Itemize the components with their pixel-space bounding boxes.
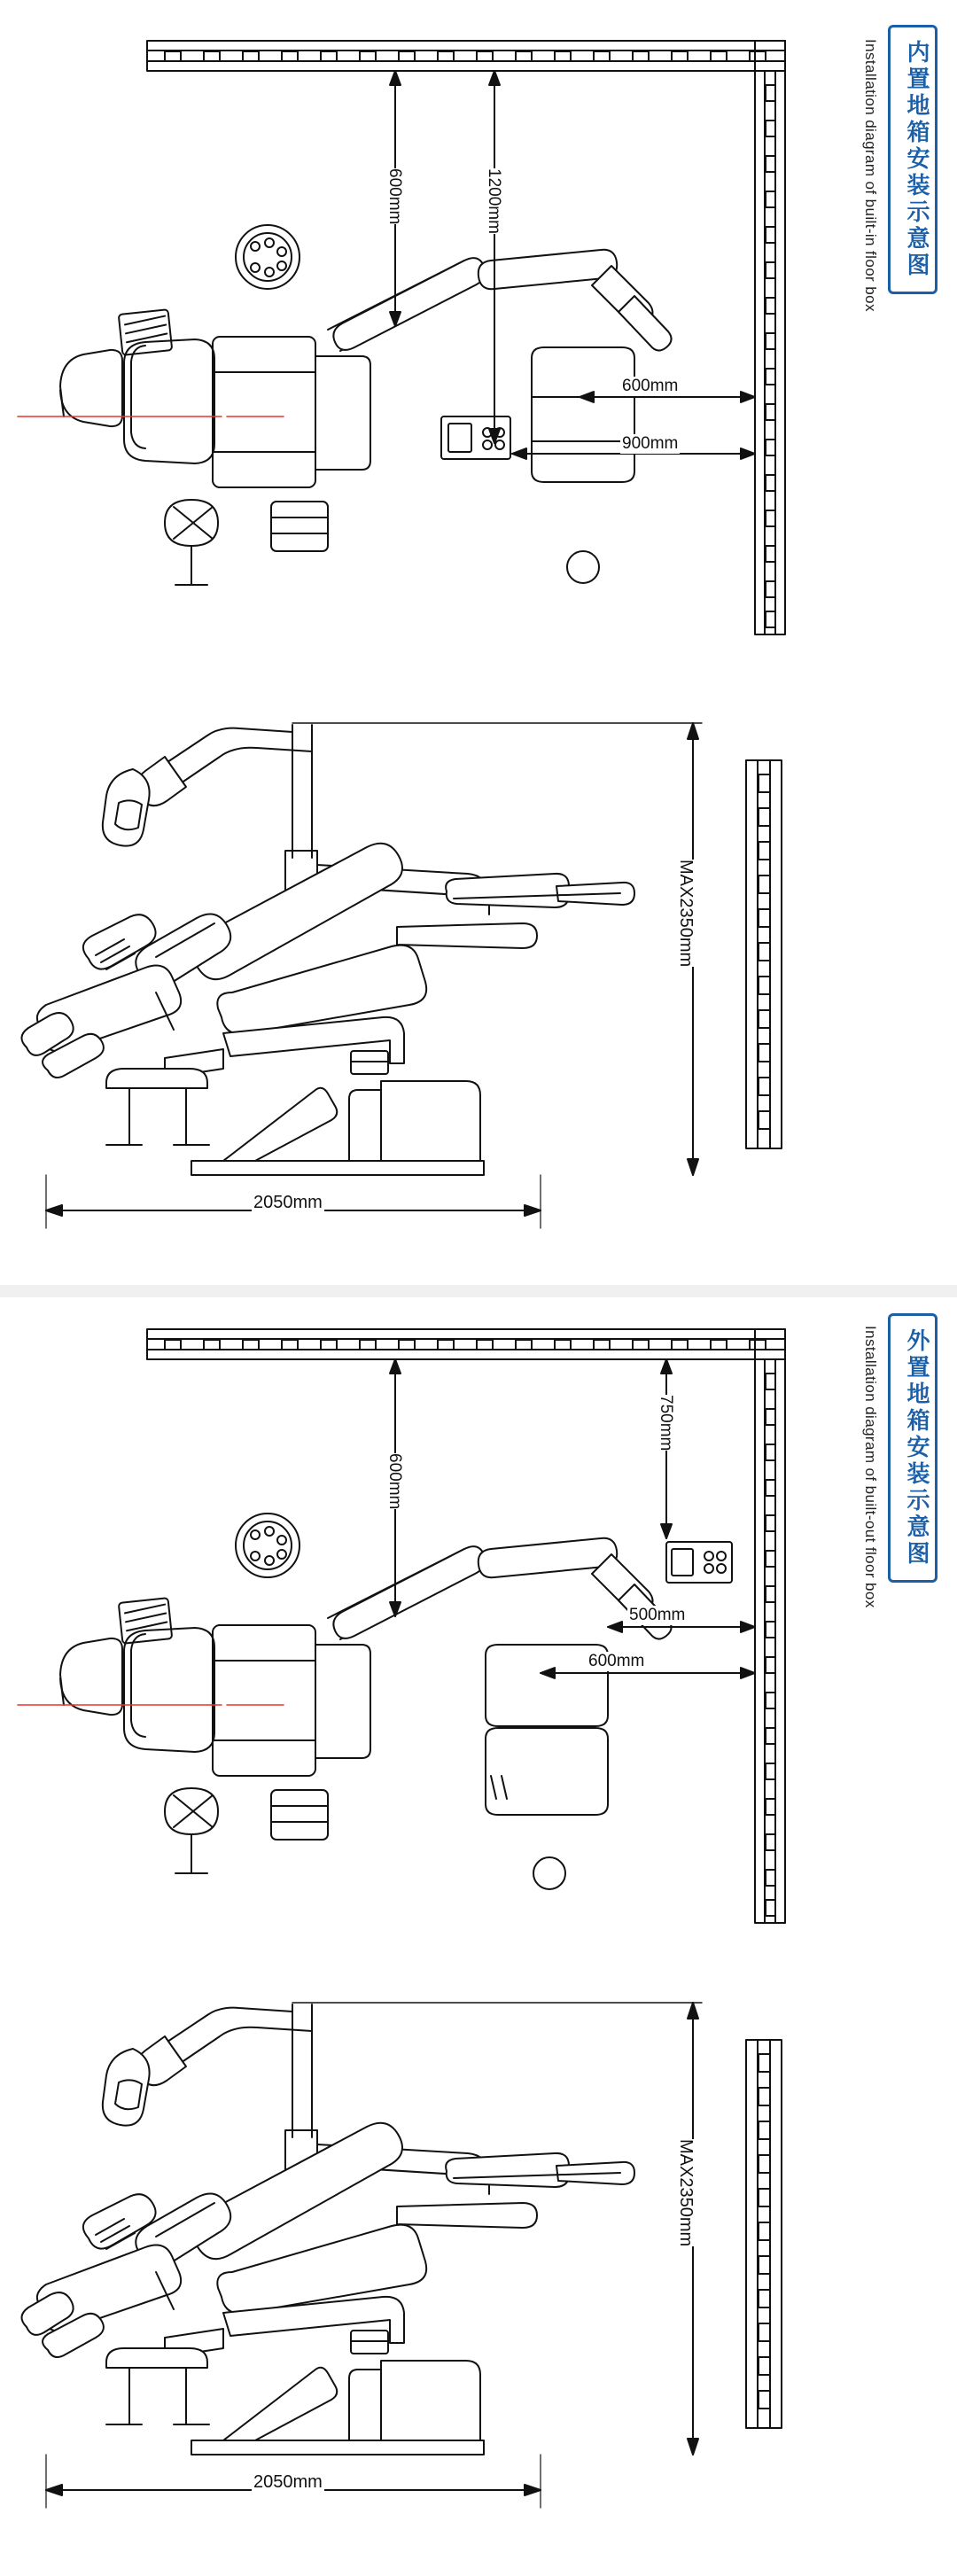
wall-right bbox=[755, 1329, 785, 1923]
side-view-built-in bbox=[0, 700, 957, 1285]
dim-label-total-length: 2050mm bbox=[253, 1193, 323, 1212]
wall-right bbox=[755, 41, 785, 634]
badge-built-in-en: Installation diagram of built-in floor box bbox=[862, 39, 879, 312]
dim-label-600-horizontal: 600mm bbox=[588, 1652, 645, 1670]
badge-built-out-en: Installation diagram of built-out floor box bbox=[862, 1326, 879, 1608]
side-view-built-out-drawing bbox=[0, 1980, 957, 2564]
wall-column bbox=[746, 760, 782, 1148]
wall-top bbox=[147, 41, 785, 71]
side-view-built-in-drawing bbox=[0, 700, 957, 1285]
side-view-built-out bbox=[0, 1980, 957, 2564]
dim-label-600-vertical: 600mm bbox=[383, 168, 406, 224]
section-built-in-side bbox=[0, 700, 957, 1285]
dim-600-horizontal bbox=[541, 1668, 755, 1678]
dim-label-1200-vertical: 1200mm bbox=[482, 168, 505, 234]
top-view-built-in bbox=[0, 0, 957, 700]
badge-built-in-cn: 内置地箱安装示意图 bbox=[888, 25, 938, 294]
badge-built-out-cn: 外置地箱安装示意图 bbox=[888, 1313, 938, 1583]
dental-chair-top-view bbox=[60, 225, 672, 585]
dental-chair-side-view bbox=[21, 725, 634, 1175]
dim-label-total-length: 2050mm bbox=[253, 2472, 323, 2492]
section-divider bbox=[0, 1285, 957, 1297]
built-in-floor-box bbox=[441, 416, 510, 459]
top-view-built-out bbox=[0, 1297, 957, 1980]
built-out-floor-box bbox=[666, 1542, 732, 1583]
dim-label-max-height: MAX2350mm bbox=[673, 2139, 697, 2246]
dim-label-max-height: MAX2350mm bbox=[673, 860, 697, 967]
section-built-out-side bbox=[0, 1980, 957, 2564]
wall-top bbox=[147, 1329, 785, 1359]
dim-label-600-vertical: 600mm bbox=[383, 1453, 406, 1509]
top-view-built-out-drawing bbox=[0, 1297, 957, 1980]
dim-label-500-horizontal: 500mm bbox=[629, 1606, 686, 1624]
dental-chair-side-view bbox=[21, 2004, 634, 2455]
section-built-in bbox=[0, 0, 957, 700]
section-built-out bbox=[0, 1297, 957, 1980]
wall-column bbox=[746, 2040, 782, 2428]
top-view-built-in-drawing bbox=[0, 0, 957, 700]
dim-label-900-horizontal: 900mm bbox=[622, 434, 679, 453]
dim-label-600-horizontal: 600mm bbox=[622, 377, 679, 395]
dim-label-750-vertical: 750mm bbox=[654, 1395, 677, 1451]
dim-1200-vertical bbox=[489, 71, 500, 443]
